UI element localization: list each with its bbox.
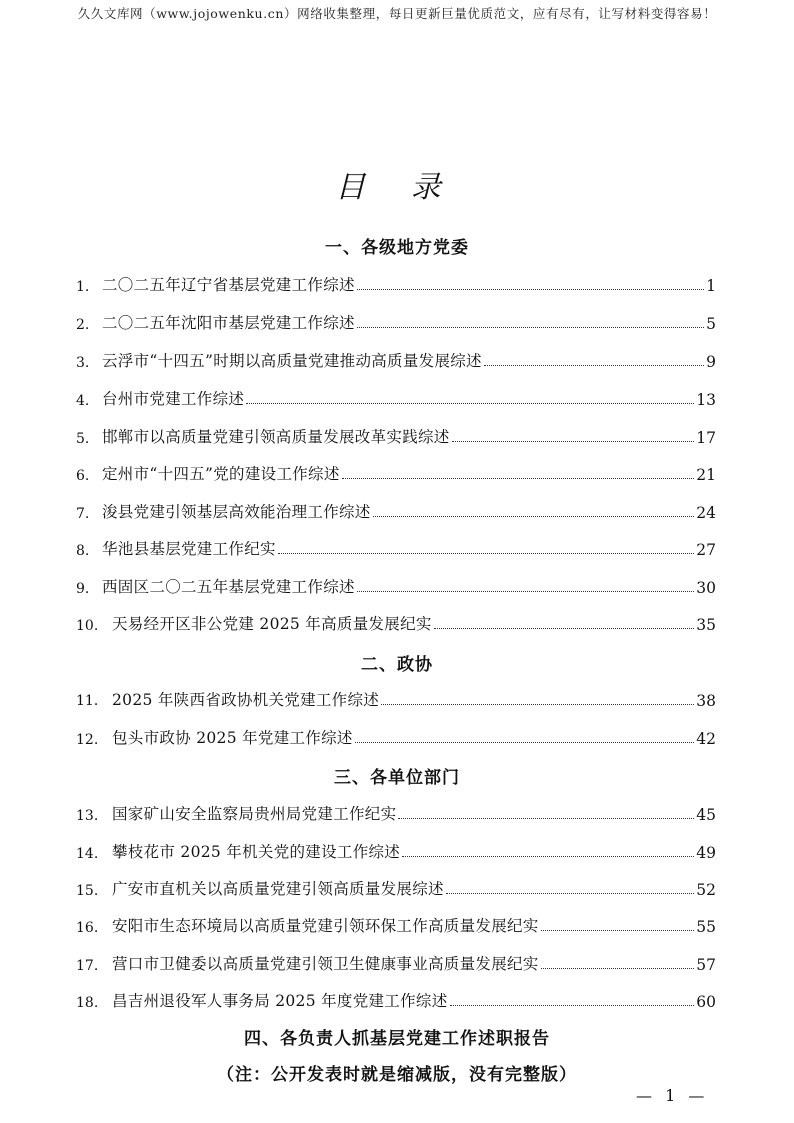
toc-entry-page: 52 [696, 881, 716, 899]
toc-entry-page: 30 [696, 579, 716, 597]
toc-leader-dots [355, 742, 695, 743]
toc-leader-dots [446, 893, 694, 894]
toc-entry[interactable] [76, 686, 716, 710]
toc-entry-number: 16. [76, 920, 99, 936]
toc-entry-page: 24 [696, 504, 716, 522]
toc-entry-page: 1 [706, 277, 716, 295]
toc-entry-number: 17. [76, 958, 99, 974]
toc-entry[interactable] [76, 838, 716, 862]
toc-entry[interactable] [76, 271, 716, 295]
toc-entry-title: 营口市卫健委以高质量党建引领卫生健康事业高质量发展纪实 [112, 955, 539, 973]
toc-leader-dots [342, 478, 695, 479]
toc-entry-number: 12. [76, 732, 99, 748]
toc-entry[interactable] [76, 987, 716, 1011]
toc-entry-page: 13 [696, 391, 716, 409]
toc-entry-number: 10. [76, 618, 99, 634]
toc-entry-number: 2. [76, 317, 90, 333]
toc-entry-title: 昌吉州退役军人事务局 2025 年度党建工作综述 [112, 992, 448, 1010]
toc-leader-dots [357, 327, 704, 328]
toc-entry-number: 15. [76, 883, 99, 899]
toc-leader-dots [450, 1005, 695, 1006]
toc-entry-page: 5 [706, 315, 716, 333]
toc-entry[interactable] [76, 423, 716, 447]
toc-entry-title: 包头市政协 2025 年党建工作综述 [112, 729, 353, 747]
toc-leader-dots [434, 628, 695, 629]
toc-entry-title: 云浮市“十四五”时期以高质量党建推动高质量发展综述 [102, 352, 482, 370]
toc-entry-title: 安阳市生态环境局以高质量党建引领环保工作高质量发展纪实 [112, 917, 539, 935]
section-heading-2: 二、政协 [361, 655, 433, 675]
toc-leader-dots [381, 704, 694, 705]
toc-entry-number: 9. [76, 581, 90, 597]
toc-entry-number: 5. [76, 431, 90, 447]
toc-leader-dots [246, 403, 694, 404]
toc-entry-page: 42 [696, 730, 716, 748]
toc-entry[interactable] [76, 800, 716, 824]
toc-entry-title: 台州市党建工作综述 [102, 390, 245, 408]
toc-entry-number: 14. [76, 846, 99, 862]
toc-entry[interactable] [76, 498, 716, 522]
toc-entry-page: 55 [696, 918, 716, 936]
section-heading-3: 三、各单位部门 [334, 768, 460, 788]
toc-entry-page: 21 [696, 466, 716, 484]
toc-entry-number: 8. [76, 543, 90, 559]
toc-entry[interactable] [76, 309, 716, 333]
toc-entry-page: 17 [696, 429, 716, 447]
toc-leader-dots [452, 441, 695, 442]
page-title: 目 录 [335, 170, 459, 205]
toc-entry-title: 2025 年陕西省政协机关党建工作综述 [112, 691, 380, 709]
toc-entry-page: 27 [696, 541, 716, 559]
toc-entry-title: 二〇二五年沈阳市基层党建工作综述 [102, 314, 355, 332]
toc-entry[interactable] [76, 385, 716, 409]
toc-entry-title: 广安市直机关以高质量党建引领高质量发展综述 [112, 880, 444, 898]
toc-leader-dots [402, 856, 694, 857]
section-heading-4: 四、各负责人抓基层党建工作述职报告 [244, 1029, 550, 1049]
toc-entry-number: 18. [76, 995, 99, 1011]
toc-entry[interactable] [76, 875, 716, 899]
toc-entry-title: 定州市“十四五”党的建设工作综述 [102, 465, 340, 483]
toc-entry[interactable] [76, 535, 716, 559]
toc-entry[interactable] [76, 460, 716, 484]
toc-entry-title: 二〇二五年辽宁省基层党建工作综述 [102, 276, 355, 294]
toc-entry-number: 7. [76, 506, 90, 522]
toc-entry-number: 3. [76, 355, 90, 371]
toc-leader-dots [278, 553, 694, 554]
toc-entry-title: 邯郸市以高质量党建引领高质量发展改革实践综述 [102, 428, 450, 446]
toc-leader-dots [357, 289, 704, 290]
toc-entry-number: 11． [76, 693, 108, 709]
toc-entry[interactable] [76, 724, 716, 748]
toc-leader-dots [357, 591, 694, 592]
toc-entry[interactable] [76, 610, 716, 634]
toc-entry-number: 6. [76, 468, 90, 484]
site-banner: 久久文库网（www.jojowenku.cn）网络收集整理，每日更新巨量优质范文，应有尽有，让写材料变得容易！ [77, 6, 717, 21]
toc-leader-dots [541, 968, 695, 969]
toc-entry-page: 60 [696, 993, 716, 1011]
toc-entry-page: 49 [696, 844, 716, 862]
toc-entry-title: 浚县党建引领基层高效能治理工作综述 [102, 503, 371, 521]
toc-entry-number: 13. [76, 808, 99, 824]
toc-leader-dots [484, 365, 704, 366]
toc-leader-dots [398, 818, 694, 819]
toc-entry-title: 西固区二〇二五年基层党建工作综述 [102, 578, 355, 596]
toc-entry-page: 38 [696, 692, 716, 710]
section-note: （注：公开发表时就是缩减版，没有完整版） [217, 1065, 577, 1085]
toc-entry-title: 华池县基层党建工作纪实 [102, 540, 276, 558]
toc-entry[interactable] [76, 950, 716, 974]
toc-entry-number: 1. [76, 279, 90, 295]
toc-entry-title: 攀枝花市 2025 年机关党的建设工作综述 [112, 843, 401, 861]
toc-entry-title: 国家矿山安全监察局贵州局党建工作纪实 [112, 805, 397, 823]
section-heading-1: 一、各级地方党委 [325, 238, 469, 258]
toc-leader-dots [373, 516, 695, 517]
toc-entry[interactable] [76, 573, 716, 597]
toc-entry-number: 4. [76, 393, 90, 409]
toc-entry-title: 天易经开区非公党建 2025 年高质量发展纪实 [112, 615, 432, 633]
toc-entry-page: 9 [706, 353, 716, 371]
toc-entry-page: 57 [696, 956, 716, 974]
toc-entry[interactable] [76, 912, 716, 936]
toc-entry[interactable] [76, 347, 716, 371]
toc-entry-page: 45 [696, 806, 716, 824]
toc-leader-dots [541, 930, 695, 931]
toc-entry-page: 35 [696, 616, 716, 634]
page-number: — 1 — [636, 1086, 709, 1105]
